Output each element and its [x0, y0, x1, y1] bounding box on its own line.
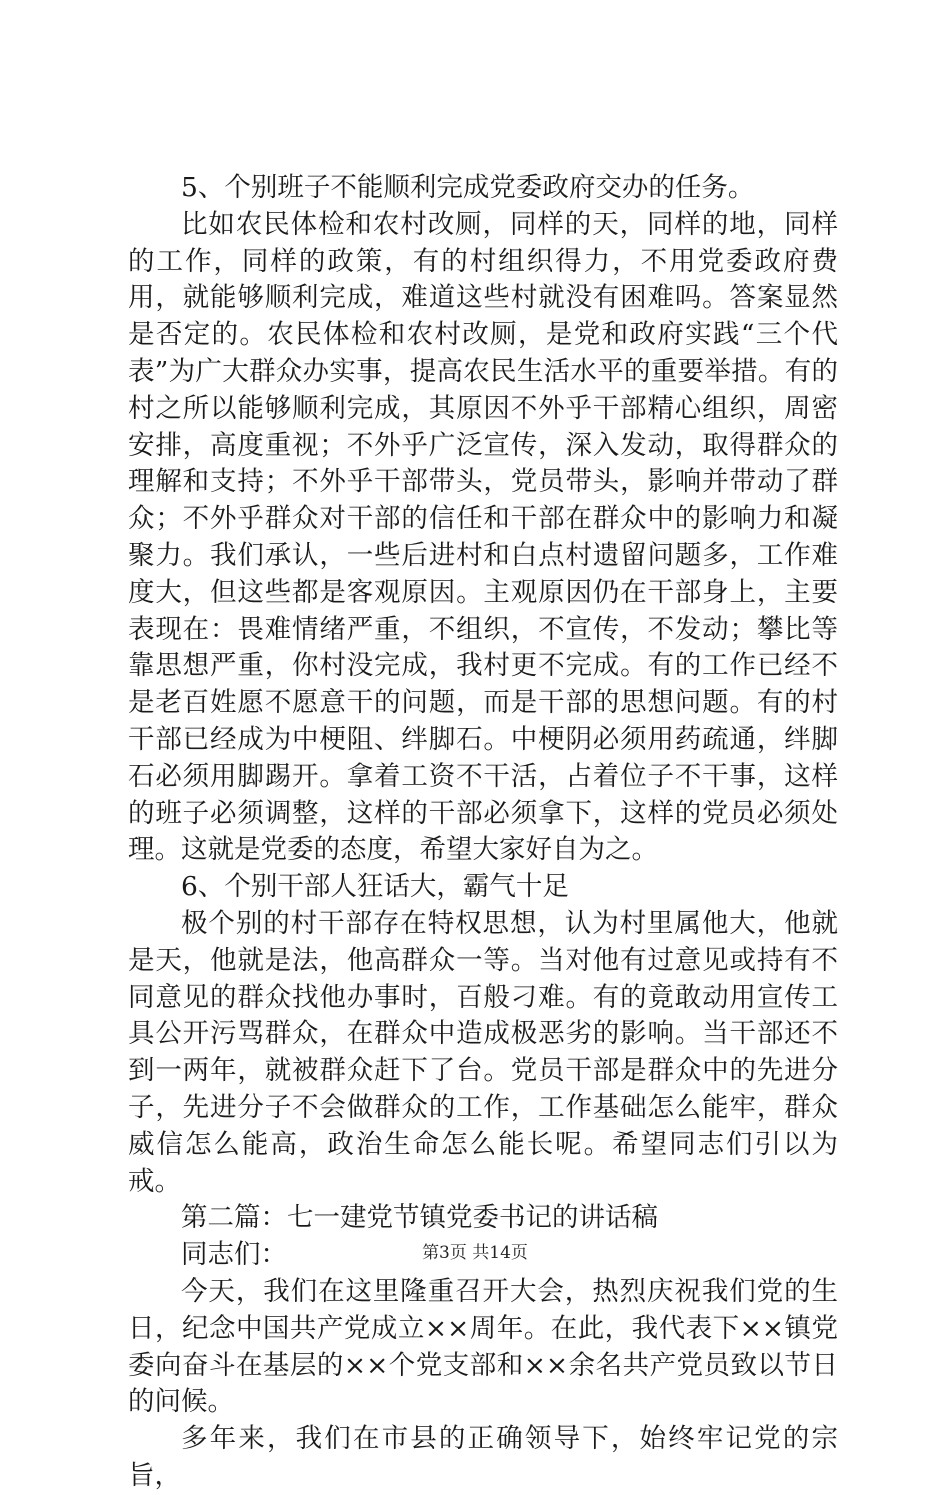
section-title: 第二篇：七一建党节镇党委书记的讲话稿 — [181, 1202, 658, 1234]
paragraph-heading-5: 5、个别班子不能顺利完成党委政府交办的任务。 — [181, 172, 755, 203]
paragraph-opening: 今天，我们在这里隆重召开大会，热烈庆祝我们党的生日，纪念中国共产党成立××周年。在此，我代表下××镇党委向奋斗在基层的××个党支部和××余名共产党员致以节日的问候。 — [128, 1275, 838, 1418]
page-footer: 第3页 共14页 — [422, 1243, 528, 1263]
paragraph-continued: 多年来，我们在市县的正确领导下，始终牢记党的宗旨， — [128, 1423, 838, 1491]
salutation: 同志们： — [181, 1239, 287, 1271]
paragraph-heading-6: 6、个别干部人狂话大，霸气十足 — [181, 871, 569, 903]
document-body — [128, 170, 838, 1495]
paragraph-body-5: 比如农民体检和农村改厕，同样的天，同样的地，同样的工作，同样的政策，有的村组织得力，不用党委政府费用，就能够顺利完成，难道这些村就没有困难吗。答案显然是否定的。农民体检和农村改厕，是党和政府实践“三个代表”为广大群众办实事，提高农民生活水平的重要举措。有的村之所以能够顺利完成，其原因不外乎干部精心组织，周密安排，高度重视；不外乎广泛宣传，深入发动，取得群众的理解和支持；不外乎干部带头，党员带头，影响并带动了群众；不外乎群众对干部的信任和干部在群众中的影响力和凝聚力。我们承认，一些后进村和白点村遗留问题多，工作难度大，但这些都是客观原因。主观原因仍在干部身上，主要表现在：畏难情绪严重，不组织，不宣传，不发动；攀比等靠思想严重，你村没完成，我村更不完成。有的工作已经不是老百姓愿不愿意干的问题，而是干部的思想问题。有的村干部已经成为中梗阻、绊脚石。中梗阴必须用药疏通，绊脚石必须用脚踢开。拿着工资不干活，占着位子不干事，这样的班子必须调整，这样的干部必须拿下，这样的党员必须处理。这就是党委的态度，希望大家好自为之。 — [128, 208, 838, 866]
paragraph-body-6: 极个别的村干部存在特权思想，认为村里属他大，他就是天，他就是法，他高群众一等。当对他有过意见或持有不同意见的群众找他办事时，百般刁难。有的竟敢动用宣传工具公开污骂群众，在群众中造成极恶劣的影响。当干部还不到一两年，就被群众赶下了台。党员干部是群众中的先进分子，先进分子不会做群众的工作，工作基础怎么能牢，群众威信怎么能高，政治生命怎么能长呢。希望同志们引以为戒。 — [128, 907, 838, 1197]
